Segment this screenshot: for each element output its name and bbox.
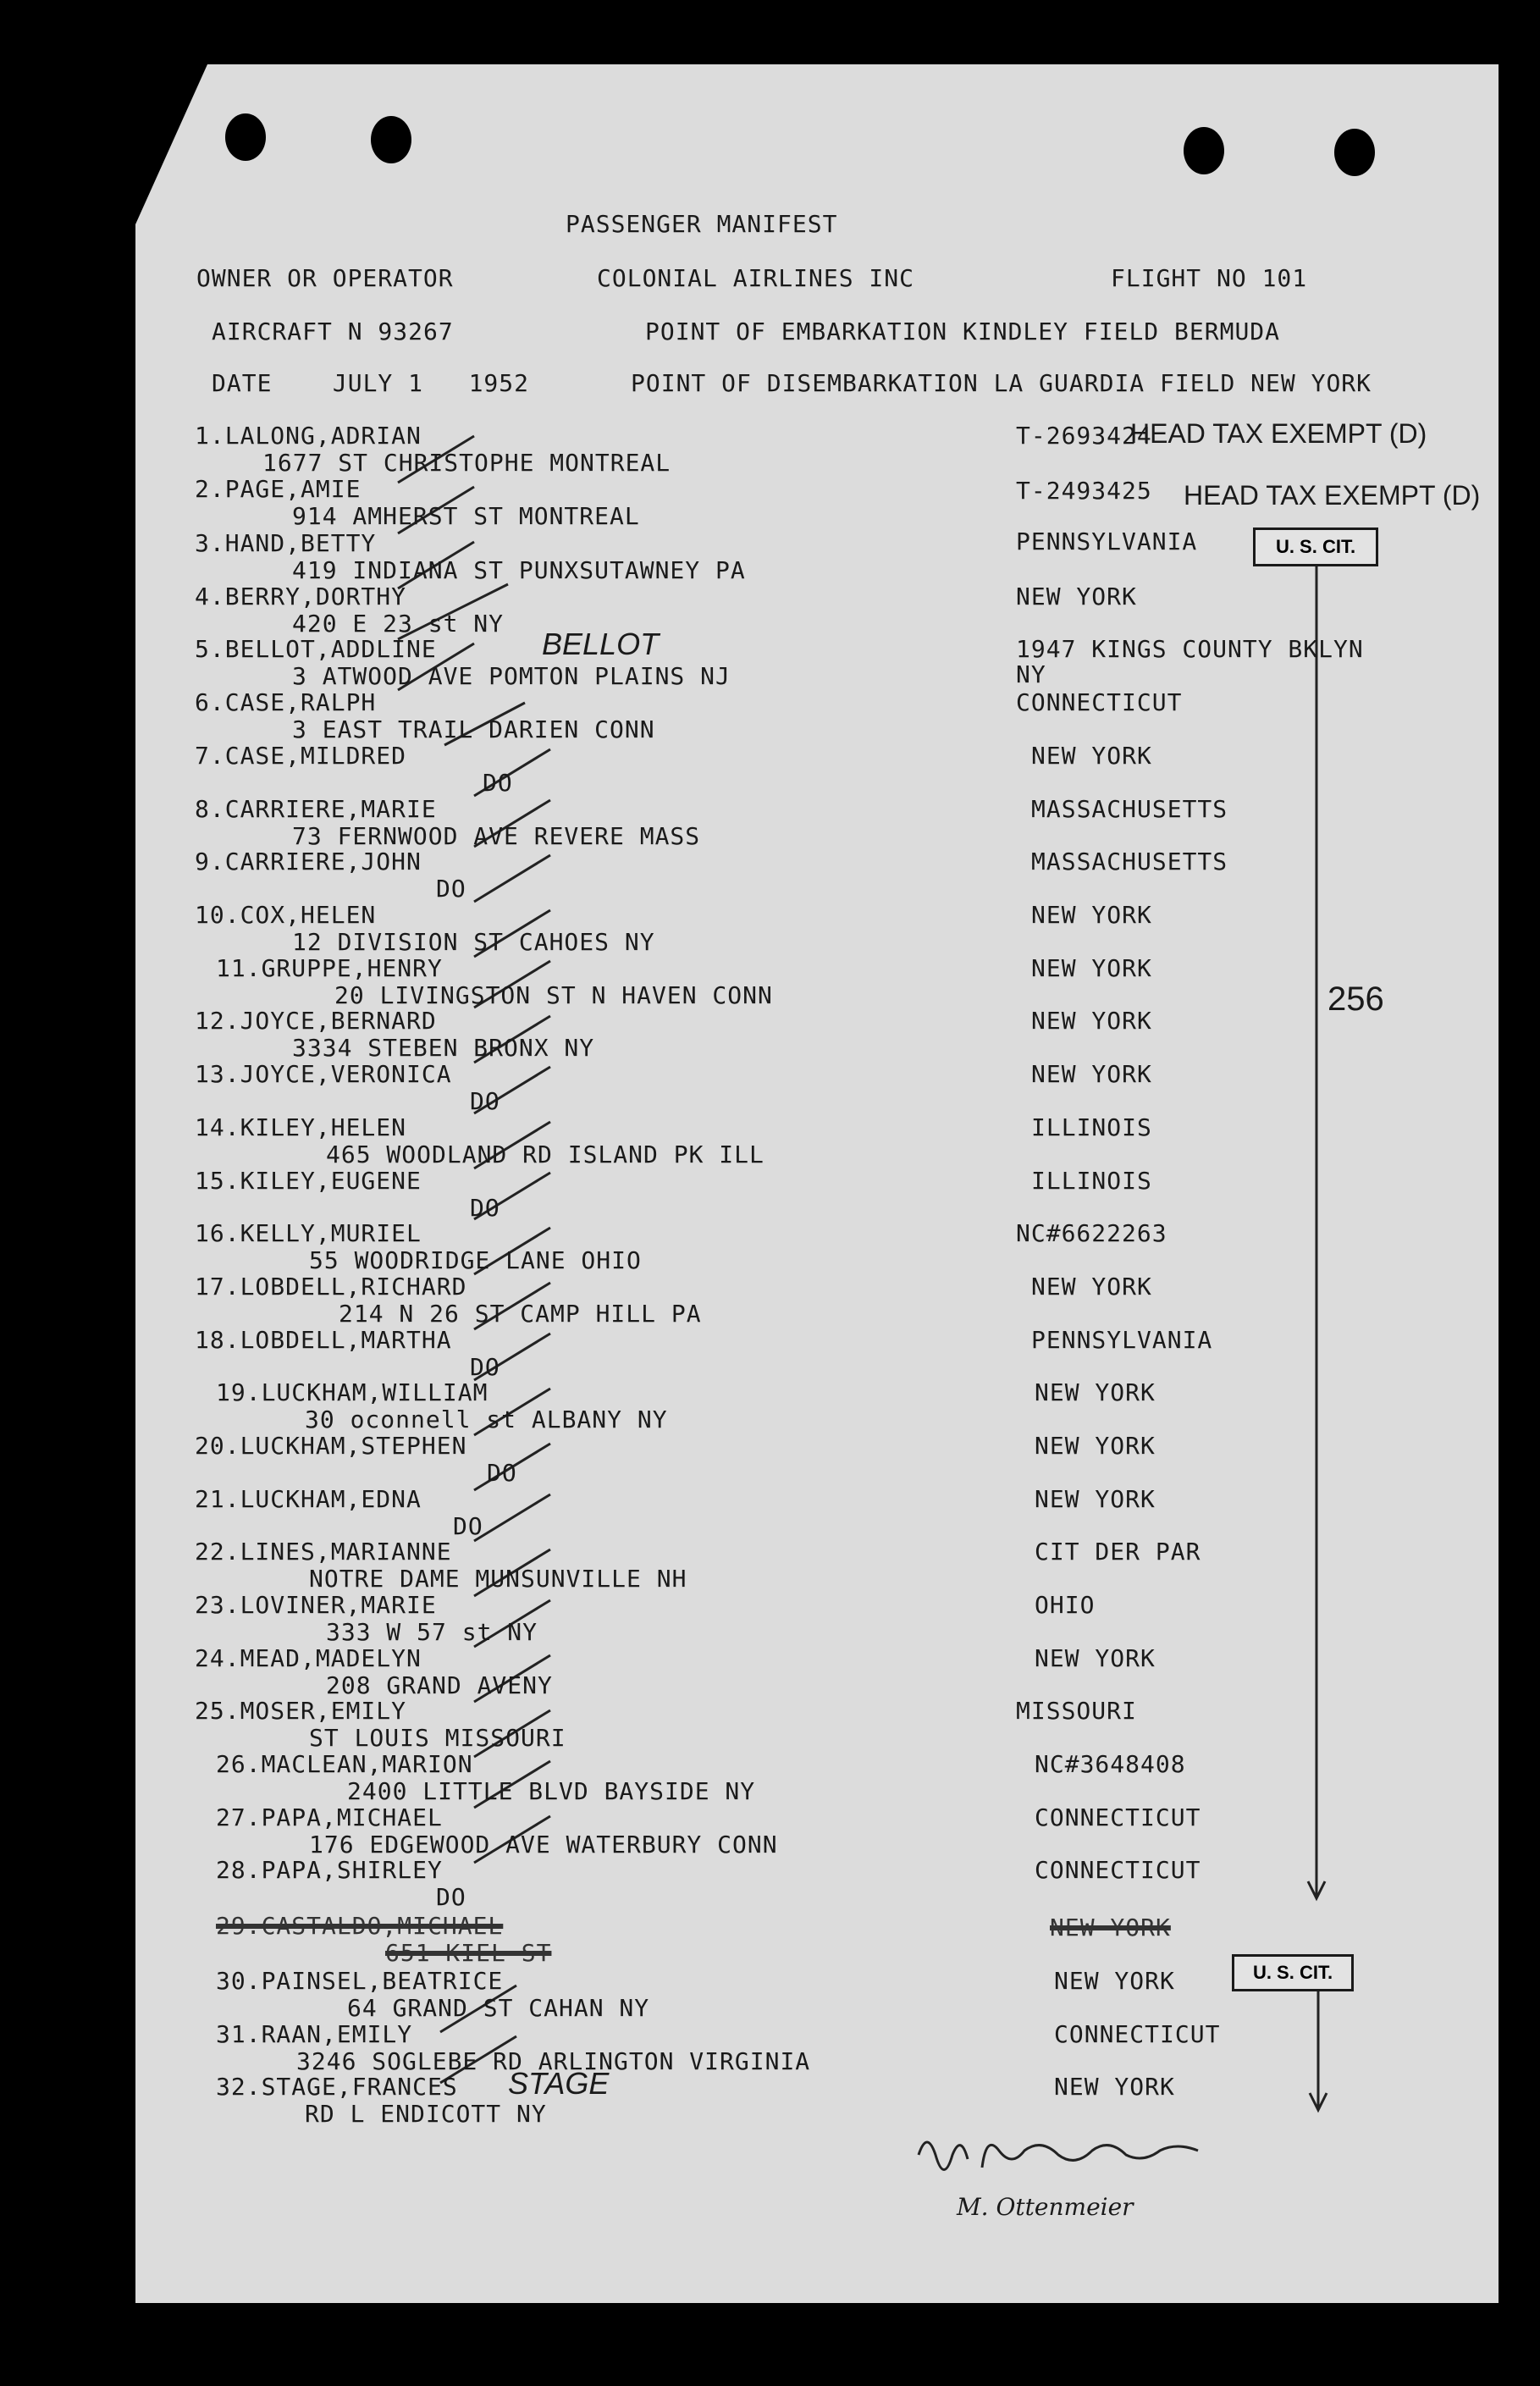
passenger-address: DO [470, 1194, 500, 1222]
head-tax-stamp-1: HEAD TAX EXEMPT (D) [1130, 418, 1427, 449]
passenger-address: 12 DIVISION ST CAHOES NY [292, 928, 655, 956]
passenger-address: ST LOUIS MISSOURI [309, 1724, 566, 1752]
passenger-address: 3 ATWOOD AVE POMTON PLAINS NJ [292, 662, 731, 690]
passenger-address: 465 WOODLAND RD ISLAND PK ILL [326, 1141, 764, 1168]
passenger-origin: 1947 KINGS COUNTY BKLYN NY [1016, 635, 1364, 688]
passenger-address: 64 GRAND ST CAHAN NY [347, 1994, 650, 2022]
correction-bellot: BELLOT [542, 627, 660, 661]
passenger-origin: ILLINOIS [1031, 1167, 1152, 1195]
signature: M. Ottenmeier [957, 2193, 1134, 2221]
passenger-address: DO [483, 769, 513, 797]
passenger-origin: CONNECTICUT [1054, 2020, 1221, 2048]
passenger-address: DO [470, 1087, 500, 1115]
passenger-name: 32.STAGE,FRANCES [216, 2073, 458, 2101]
passenger-name: 14.KILEY,HELEN [195, 1113, 407, 1141]
passenger-origin: NEW YORK [1031, 901, 1152, 929]
passenger-origin: ILLINOIS [1031, 1113, 1152, 1141]
passenger-origin: PENNSYLVANIA [1016, 527, 1198, 555]
passenger-name: 27.PAPA,MICHAEL [216, 1803, 443, 1831]
passenger-name: 21.LUCKHAM,EDNA [195, 1485, 422, 1513]
flight-number: FLIGHT NO 101 [1111, 264, 1308, 292]
passenger-address: DO [453, 1512, 483, 1540]
passenger-address: 20 LIVINGSTON ST N HAVEN CONN [334, 981, 773, 1009]
passenger-origin: NEW YORK [1016, 583, 1137, 610]
passenger-origin: OHIO [1035, 1591, 1096, 1619]
passenger-address: 3246 SOGLEBE RD ARLINGTON VIRGINIA [296, 2047, 811, 2075]
us-cit-stamp-2: U. S. CIT. [1232, 1954, 1354, 1991]
passenger-name: 28.PAPA,SHIRLEY [216, 1856, 443, 1884]
page-count-stamp: 256 [1327, 980, 1384, 1018]
passenger-name: 3.HAND,BETTY [195, 529, 377, 557]
passenger-origin: CONNECTICUT [1035, 1803, 1201, 1831]
passenger-address: 176 EDGEWOOD AVE WATERBURY CONN [309, 1831, 778, 1859]
passenger-name: 5.BELLOT,ADDLINE [195, 635, 437, 663]
passenger-origin: MASSACHUSETTS [1031, 848, 1228, 875]
passenger-origin: CONNECTICUT [1016, 688, 1183, 716]
passenger-origin: CONNECTICUT [1035, 1856, 1201, 1884]
passenger-name: 18.LOBDELL,MARTHA [195, 1326, 452, 1354]
passenger-origin: NC#6622263 [1016, 1219, 1167, 1247]
passenger-address: RD L ENDICOTT NY [305, 2100, 547, 2128]
passenger-name: 7.CASE,MILDRED [195, 742, 407, 770]
owner-value: COLONIAL AIRLINES INC [597, 264, 915, 292]
passenger-origin: NEW YORK [1035, 1378, 1156, 1406]
passenger-name: 4.BERRY,DORTHY [195, 583, 407, 610]
passenger-address: NOTRE DAME MUNSUNVILLE NH [309, 1565, 687, 1593]
passenger-origin: NEW YORK [1031, 1273, 1152, 1301]
passenger-origin: NEW YORK [1031, 1060, 1152, 1088]
passenger-origin: NEW YORK [1054, 1967, 1175, 1995]
correction-stage: STAGE [508, 2066, 610, 2101]
passenger-name: 20.LUCKHAM,STEPHEN [195, 1432, 467, 1460]
passenger-name: 26.MACLEAN,MARION [216, 1750, 473, 1778]
head-tax-stamp-2: HEAD TAX EXEMPT (D) [1184, 480, 1481, 511]
passenger-address: 30 oconnell st ALBANY NY [305, 1406, 668, 1433]
passenger-name: 8.CARRIERE,MARIE [195, 795, 437, 823]
passenger-name: 30.PAINSEL,BEATRICE [216, 1967, 504, 1995]
passenger-address: 420 E 23 st NY [292, 610, 505, 638]
passenger-address: 333 W 57 st NY [326, 1618, 538, 1646]
page-title: PASSENGER MANIFEST [566, 210, 838, 238]
passenger-name: 6.CASE,RALPH [195, 688, 377, 716]
passenger-address: 2400 LITTLE BLVD BAYSIDE NY [347, 1777, 756, 1805]
passenger-address: 419 INDIANA ST PUNXSUTAWNEY PA [292, 556, 746, 584]
passenger-origin: MASSACHUSETTS [1031, 795, 1228, 823]
passenger-name: 9.CARRIERE,JOHN [195, 848, 422, 875]
passenger-name: 15.KILEY,EUGENE [195, 1167, 422, 1195]
passenger-address: DO [436, 1883, 466, 1911]
passenger-name: 19.LUCKHAM,WILLIAM [216, 1378, 488, 1406]
passenger-name: 13.JOYCE,VERONICA [195, 1060, 452, 1088]
passenger-address: 3 EAST TRAIL DARIEN CONN [292, 715, 655, 743]
passenger-name: 17.LOBDELL,RICHARD [195, 1273, 467, 1301]
passenger-origin-struck: NEW YORK [1050, 1914, 1171, 1941]
embarkation: POINT OF EMBARKATION KINDLEY FIELD BERMUDA [645, 318, 1281, 345]
passenger-origin: NEW YORK [1031, 1007, 1152, 1035]
passenger-origin: MISSOURI [1016, 1697, 1137, 1725]
passenger-address: 3334 STEBEN BRONX NY [292, 1034, 595, 1062]
passenger-name: 31.RAAN,EMILY [216, 2020, 413, 2048]
date: DATE JULY 1 1952 [212, 369, 530, 397]
passenger-name: 24.MEAD,MADELYN [195, 1644, 422, 1672]
passenger-name: 16.KELLY,MURIEL [195, 1219, 422, 1247]
passenger-origin: NC#3648408 [1035, 1750, 1186, 1778]
passenger-name: 25.MOSER,EMILY [195, 1697, 407, 1725]
passenger-address: DO [487, 1459, 517, 1487]
passenger-name: 10.COX,HELEN [195, 901, 377, 929]
passenger-name-struck: 29.CASTALDO,MICHAEL [216, 1912, 504, 1940]
us-cit-stamp-1: U. S. CIT. [1253, 527, 1378, 566]
passenger-origin: T-2493425 [1016, 477, 1152, 505]
passenger-origin: NEW YORK [1054, 2073, 1175, 2101]
passenger-name: 23.LOVINER,MARIE [195, 1591, 437, 1619]
passenger-address: 1677 ST CHRISTOPHE MONTREAL [262, 449, 671, 477]
passenger-origin: T-2693424 [1016, 422, 1152, 450]
passenger-address: 214 N 26 ST CAMP HILL PA [339, 1300, 702, 1328]
passenger-name: 11.GRUPPE,HENRY [216, 954, 443, 982]
passenger-name: 2.PAGE,AMIE [195, 475, 362, 503]
passenger-origin: NEW YORK [1031, 742, 1152, 770]
passenger-address-struck: 651 KIEL ST [385, 1939, 552, 1967]
passenger-name: 22.LINES,MARIANNE [195, 1538, 452, 1566]
passenger-name: 1.LALONG,ADRIAN [195, 422, 422, 450]
disembarkation: POINT OF DISEMBARKATION LA GUARDIA FIELD NEW YORK [631, 369, 1372, 397]
passenger-origin: NEW YORK [1035, 1432, 1156, 1460]
passenger-address: DO [470, 1353, 500, 1381]
passenger-origin: PENNSYLVANIA [1031, 1326, 1213, 1354]
passenger-origin: CIT DER PAR [1035, 1538, 1201, 1566]
owner-label: OWNER OR OPERATOR [196, 264, 454, 292]
passenger-address: DO [436, 875, 466, 903]
passenger-origin: NEW YORK [1035, 1644, 1156, 1672]
passenger-origin: NEW YORK [1031, 954, 1152, 982]
passenger-address: 914 AMHERST ST MONTREAL [292, 502, 640, 530]
passenger-address: 208 GRAND AVENY [326, 1671, 553, 1699]
passenger-origin: NEW YORK [1035, 1485, 1156, 1513]
aircraft: AIRCRAFT N 93267 [212, 318, 454, 345]
passenger-address: 73 FERNWOOD AVE REVERE MASS [292, 822, 701, 850]
passenger-address: 55 WOODRIDGE LANE OHIO [309, 1246, 642, 1274]
passenger-name: 12.JOYCE,BERNARD [195, 1007, 437, 1035]
